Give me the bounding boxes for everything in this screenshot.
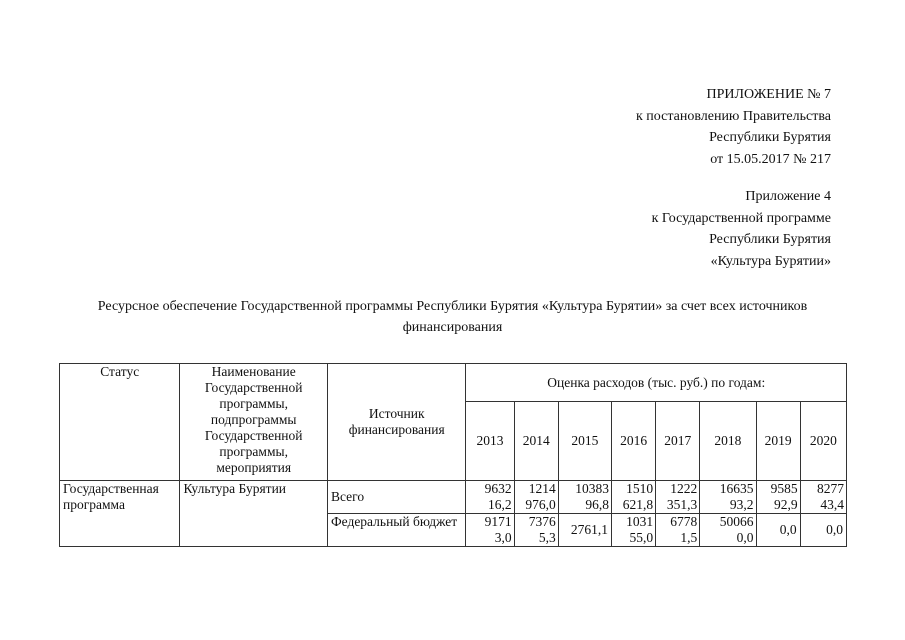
value-cell: 50066 0,0	[700, 514, 756, 547]
header-year: 2015	[558, 402, 611, 481]
table-row	[60, 481, 847, 514]
row-source: Всего	[327, 481, 466, 514]
appendix-line: к постановлению Правительства	[635, 108, 831, 124]
header-name: Наименование Государственной программы, подпрограммы Государственной программы, мероприятия	[180, 364, 328, 481]
header-year: 2014	[514, 402, 558, 481]
appendix-7-header	[636, 84, 831, 170]
appendix-line: Республики Бурятия	[709, 232, 831, 247]
value-cell: 1214 976,0	[514, 481, 558, 514]
appendix-line: «Культура Бурятии»	[710, 253, 831, 269]
value-cell: 9171 3,0	[466, 514, 514, 547]
value-cell: 1031 55,0	[611, 514, 655, 547]
appendix-line: к Государственной программе	[651, 210, 831, 226]
value-cell: 8277 43,4	[800, 481, 846, 514]
appendix-line: от 15.05.2017 № 217	[710, 151, 831, 167]
document-title	[40, 296, 865, 338]
row-name: Культура Бурятии	[180, 481, 328, 547]
title-line: финансирования	[402, 320, 503, 335]
value-cell: 6778 1,5	[656, 514, 700, 547]
value-cell: 7376 5,3	[514, 514, 558, 547]
value-cell: 10383 96,8	[558, 481, 611, 514]
header-year: 2017	[656, 402, 700, 481]
appendix-line: Республики Бурятия	[709, 130, 831, 145]
value-cell: 9585 92,9	[756, 481, 800, 514]
appendix-4-header	[652, 186, 831, 272]
header-year: 2018	[700, 402, 756, 481]
value-cell: 16635 93,2	[700, 481, 756, 514]
header-row	[60, 364, 847, 402]
header-year: 2013	[466, 402, 514, 481]
value-cell: 0,0	[800, 514, 846, 547]
value-cell: 2761,1	[558, 514, 611, 547]
header-year: 2020	[800, 402, 846, 481]
row-source: Федеральный бюджет	[327, 514, 466, 547]
title-line: Ресурсное обеспечение Государственной программы Республики Бурятия «Культура Бурятии» за счет всех источников	[97, 299, 808, 314]
appendix-line: Приложение 4	[745, 189, 831, 204]
row-status: Государственная программа	[60, 481, 180, 547]
appendix-line: ПРИЛОЖЕНИЕ № 7	[706, 87, 831, 102]
value-cell: 9632 16,2	[466, 481, 514, 514]
header-source: Источник финансирования	[327, 364, 466, 481]
header-year: 2019	[756, 402, 800, 481]
header-year: 2016	[611, 402, 655, 481]
header-status: Статус	[60, 364, 180, 481]
header-cost: Оценка расходов (тыс. руб.) по годам:	[466, 364, 847, 402]
value-cell: 1222 351,3	[656, 481, 700, 514]
value-cell: 0,0	[756, 514, 800, 547]
resource-table	[59, 363, 847, 547]
value-cell: 1510 621,8	[611, 481, 655, 514]
